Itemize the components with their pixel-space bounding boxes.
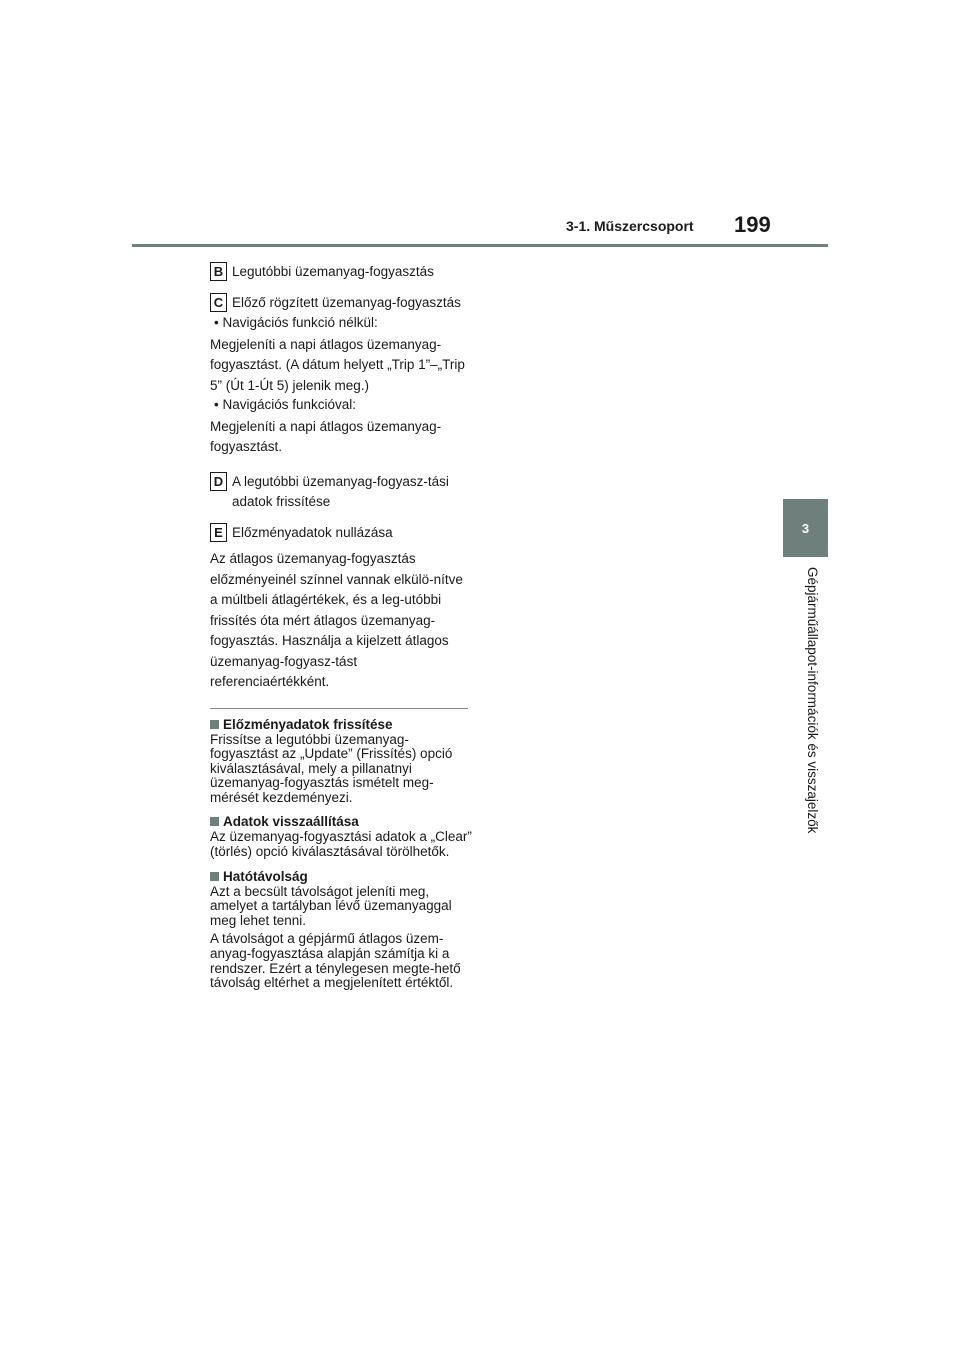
note-body-range-extra: A távolságot a gépjármű átlagos üzem-anyag-fogyasztása alapján számítja ki a rendszer. Ezért a ténylegesen megte-hető távolság eltérhet a megjelenített értéktől. xyxy=(210,931,461,991)
label-item-c xyxy=(210,293,472,314)
square-bullet-icon xyxy=(210,720,219,729)
section-divider xyxy=(210,708,468,709)
history-paragraph: Az átlagos üzemanyag-fogyasztás előzményeinél színnel vannak elkülö-nítve a múltbeli átlagértékek, és a leg-utóbbi frissítés óta mért átlagos üzemanyag-fogyasztás. Használja a kijelzett átlagos üzemanyag-fogyasz-tást referenciaértékként. xyxy=(210,551,463,689)
label-item-b xyxy=(210,262,472,283)
page-content xyxy=(210,262,472,1000)
note-heading-range-text: Hatótávolság xyxy=(223,868,308,884)
text-with-nav: Megjeleníti a napi átlagos üzemanyag-fogyasztást. xyxy=(210,418,442,454)
label-text-b: Legutóbbi üzemanyag-fogyasztás xyxy=(232,264,434,279)
chapter-title: Gépjárműállapot-információk és visszajelzők xyxy=(805,567,820,834)
square-bullet-icon xyxy=(210,817,219,826)
label-box-d: D xyxy=(210,472,227,491)
note-body-range: Azt a becsült távolságot jeleníti meg, amelyet a tartályban lévő üzemanyaggal meg lehet tenni. xyxy=(210,883,452,928)
note-heading-update-text: Előzményadatok frissítése xyxy=(223,716,393,732)
label-text-c: Előző rögzített üzemanyag-fogyasztás xyxy=(232,294,461,310)
label-box-b: B xyxy=(210,262,227,281)
text-no-nav: Megjeleníti a napi átlagos üzemanyag-fogyasztást. (A dátum helyett „Trip 1”–„Trip 5” (Út 1-Út 5) jelenik meg.) xyxy=(210,336,465,393)
note-heading-reset-text: Adatok visszaállítása xyxy=(223,814,359,830)
page-number: 199 xyxy=(734,212,771,237)
label-item-e xyxy=(210,523,472,544)
note-body-reset: Az üzemanyag-fogyasztási adatok a „Clear” (törlés) opció kiválasztásával törölhetők. xyxy=(210,829,472,860)
bullet-no-nav: • Navigációs funkció nélkül: xyxy=(214,315,378,330)
bullet-with-nav: • Navigációs funkcióval: xyxy=(214,397,357,412)
label-item-d xyxy=(210,472,472,513)
note-body-update: Frissítse a legutóbbi üzemanyag-fogyasztást az „Update” (Frissítés) opció kiválasztásával, mely a pillanatnyi üzemanyag-fogyasztás ismételt meg-mérését kezdeményezi. xyxy=(210,731,453,805)
label-box-e: E xyxy=(210,523,227,542)
chapter-tab xyxy=(783,499,828,557)
label-text-e: Előzményadatok nullázása xyxy=(232,524,393,540)
header-divider xyxy=(132,244,828,247)
square-bullet-icon xyxy=(210,872,219,881)
chapter-number: 3 xyxy=(801,520,810,536)
label-box-c: C xyxy=(210,293,227,312)
note-heading-range xyxy=(210,869,472,885)
note-heading-reset xyxy=(210,814,472,830)
label-text-d: A legutóbbi üzemanyag-fogyasz-tási adatok frissítése xyxy=(232,473,449,509)
section-title: 3-1. Műszercsoport xyxy=(566,218,694,234)
note-heading-update xyxy=(210,717,472,733)
